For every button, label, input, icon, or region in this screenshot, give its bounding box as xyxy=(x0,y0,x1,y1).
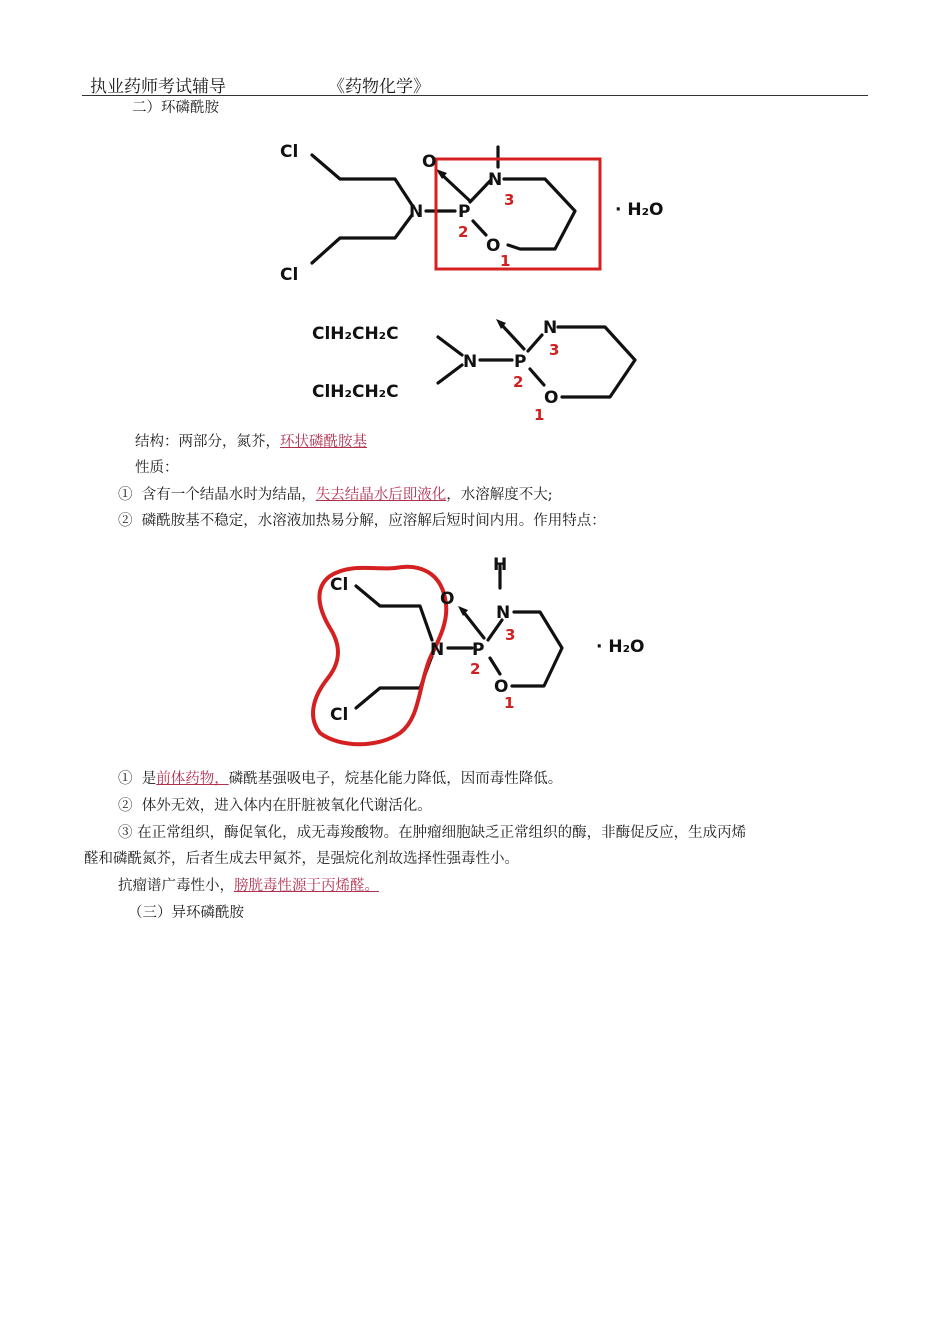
feature-1: ① 是前体药物，磷酰基强吸电子，烷基化能力降低，因而毒性降低。 xyxy=(118,771,563,787)
p-atom: P xyxy=(458,202,471,222)
number-1: 1 xyxy=(500,252,511,270)
water: · H₂O xyxy=(596,637,645,657)
number-1: 1 xyxy=(534,406,545,424)
n-amine: N xyxy=(409,202,424,222)
structure-highlight: 环状磷酰胺基 xyxy=(280,434,367,450)
o-ring: O xyxy=(486,236,501,256)
spectrum-highlight: 膀胱毒性源于丙烯醛。 xyxy=(234,878,379,894)
n-amine: N xyxy=(463,352,478,372)
number-2: 2 xyxy=(513,373,524,391)
property-1: ① 含有一个结晶水时为结晶，失去结晶水后即液化，水溶解度不大; xyxy=(118,487,553,503)
header-right: 《药物化学》 xyxy=(328,77,430,97)
cl-top: Cl xyxy=(280,142,299,162)
h-atom: H xyxy=(493,555,508,575)
feature-3-line2: 醛和磷酰氮芥，后者生成去甲氮芥，是强烷化剂故选择性强毒性小。 xyxy=(84,851,519,867)
cl-bottom: Cl xyxy=(280,265,299,285)
header-rule xyxy=(82,95,868,96)
figure3-cyclophosphamide-structure xyxy=(300,548,660,753)
property-2: ② 磷酰胺基不稳定，水溶液加热易分解，应溶解后短时间内用。作用特点： xyxy=(118,513,606,529)
section-title: 二）环磷酰胺 xyxy=(132,100,219,116)
spectrum-line: 抗瘤谱广毒性小，膀胱毒性源于丙烯醛。 xyxy=(118,878,379,894)
number-3: 3 xyxy=(549,341,560,359)
n-ring: N xyxy=(496,603,511,623)
o-ring: O xyxy=(494,677,509,697)
n-ring: N xyxy=(488,170,503,190)
properties-label: 性质： xyxy=(135,460,179,476)
n-amine: N xyxy=(430,640,445,660)
number-3: 3 xyxy=(504,191,515,209)
chain-bottom: ClH₂CH₂C xyxy=(312,382,399,402)
figure2-cyclophosphamide-structure xyxy=(300,305,660,430)
figure1-cyclophosphamide-structure xyxy=(270,135,690,285)
cl-bottom: Cl xyxy=(330,705,349,725)
feature-2: ② 体外无效，进入体内在肝脏被氧化代谢活化。 xyxy=(118,798,432,814)
o-ring: O xyxy=(544,388,559,408)
chain-top: ClH₂CH₂C xyxy=(312,324,399,344)
number-2: 2 xyxy=(470,660,481,678)
p-atom: P xyxy=(472,640,485,660)
n-ring: N xyxy=(543,318,558,338)
water: · H₂O xyxy=(615,200,664,220)
number-3: 3 xyxy=(505,626,516,644)
next-section-title: （三）异环磷酰胺 xyxy=(128,905,244,921)
p-atom: P xyxy=(514,352,527,372)
cl-top: Cl xyxy=(330,575,349,595)
number-1: 1 xyxy=(504,694,515,712)
feature-1-highlight: 前体药物， xyxy=(156,771,229,787)
feature-3-line1: ③ 在正常组织，酶促氧化，成无毒羧酸物。在肿瘤细胞缺乏正常组织的酶，非酶促反应，生成丙烯 xyxy=(118,825,747,841)
number-2: 2 xyxy=(458,223,469,241)
o-double: O xyxy=(422,152,437,172)
header-left: 执业药师考试辅导 xyxy=(90,77,226,97)
structure-line: 结构：两部分，氮芥，环状磷酰胺基 xyxy=(135,434,367,450)
o-double: O xyxy=(440,589,455,609)
property-1-highlight: 失去结晶水后即液化 xyxy=(315,487,447,503)
